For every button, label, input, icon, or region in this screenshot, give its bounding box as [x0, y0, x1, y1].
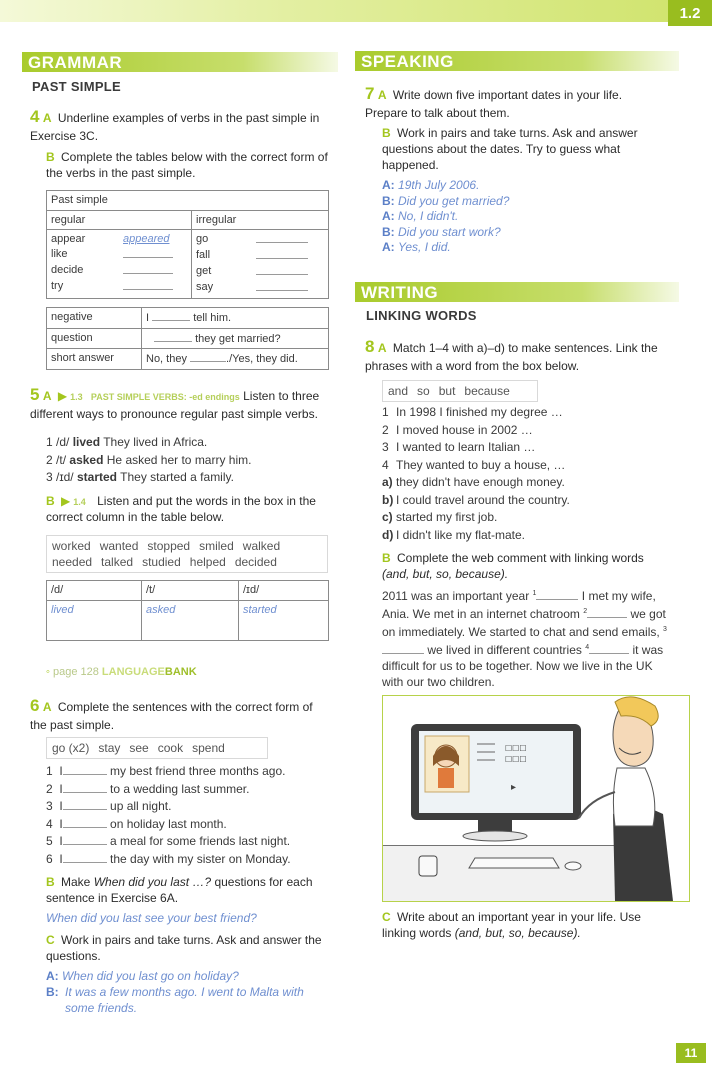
box-word: and: [388, 384, 409, 398]
item-text: on holiday last month.: [110, 816, 227, 831]
answer-blank[interactable]: [63, 764, 107, 775]
item-pre: I: [59, 799, 63, 813]
comment-text: it was difficult for us to be together. Now we live in the UK with our two children.: [382, 643, 664, 689]
ex8-b-letter: B: [382, 551, 391, 565]
box-word: cook: [157, 741, 184, 755]
audio-icon[interactable]: ▶: [61, 494, 71, 508]
ex6-a-letter: A: [42, 700, 52, 714]
answer-blank[interactable]: [63, 834, 107, 845]
ex7-number: 7: [365, 84, 375, 103]
arrow-icon: ◦: [46, 666, 50, 678]
item-number: 1: [46, 764, 53, 778]
line: When did you last go on holiday?: [62, 969, 239, 983]
line: It was a few months ago. I went to Malta with some friends.: [65, 984, 304, 1015]
top-color-band: [0, 0, 712, 22]
answer-blank[interactable]: [152, 310, 190, 321]
dialogue-line: [382, 194, 509, 210]
irregular-verb: go: [196, 233, 209, 246]
ex5-b-letter: B: [46, 494, 55, 508]
list-item: [382, 457, 570, 475]
sentence: He asked her to marry him.: [106, 452, 252, 467]
table-row: [47, 308, 329, 329]
svg-text:☐☐☐: ☐☐☐: [505, 755, 527, 764]
verb: asked: [69, 452, 104, 467]
form-cell: [142, 349, 329, 370]
box-word: stopped: [147, 539, 191, 553]
sound-example: asked: [146, 603, 176, 616]
line: Yes, I did.: [398, 240, 451, 254]
form-label: negative: [47, 308, 142, 329]
ex4-a: [30, 106, 320, 145]
box-word: walked: [242, 539, 281, 553]
box-word: helped: [189, 555, 226, 569]
item-number: 4: [46, 816, 53, 831]
ex7-dialogue: [382, 178, 509, 256]
ex6-b-post: questions for each sentence in Exercise 6A.: [46, 875, 313, 905]
item-text: I wanted to learn Italian …: [396, 440, 536, 454]
dialogue-line: [382, 240, 509, 256]
svg-text:▸: ▸: [511, 782, 517, 793]
ex6-c: [46, 933, 336, 965]
col-regular: regular: [47, 210, 192, 230]
item-number: 3: [46, 470, 53, 484]
ex8-b-text: Complete the web comment with linking words: [397, 551, 644, 565]
item-number: 3: [46, 799, 53, 813]
ex7-a-text: Write down five important dates in your life. Prepare to talk about them.: [365, 88, 623, 120]
ex5-a: [30, 384, 320, 423]
linking-words-subtitle: LINKING WORDS: [366, 308, 477, 323]
box-word: worked: [52, 539, 91, 553]
item-pre: I: [59, 781, 63, 796]
speaker: A:: [382, 240, 395, 254]
list-item: [46, 798, 291, 816]
item-text: In 1998 I finished my degree …: [396, 405, 563, 419]
list-item: [46, 452, 251, 470]
list-item: [382, 474, 570, 492]
item-text: I could travel around the country.: [396, 492, 570, 507]
list-item: [46, 833, 291, 851]
irregular-verb: get: [196, 265, 212, 278]
item-text: a meal for some friends last night.: [110, 834, 291, 848]
list-item: [46, 434, 251, 452]
irregular-verb: say: [196, 281, 214, 294]
answer-blank[interactable]: [154, 331, 192, 342]
ex7-b-text: Work in pairs and take turns. Ask and answer questions about the dates. Try to guess what happened.: [382, 126, 638, 172]
regular-verb: try: [51, 280, 64, 293]
box-word: but: [438, 384, 456, 398]
verb: lived: [72, 435, 101, 449]
sound-example: started: [243, 603, 277, 616]
writing-heading: WRITING: [355, 282, 679, 302]
item-letter: d): [382, 527, 394, 542]
form-post: they get married?: [195, 332, 281, 345]
item-letter: b): [382, 492, 394, 507]
table-title: Past simple: [47, 191, 329, 211]
form-label: question: [47, 328, 142, 349]
ex7-b: [382, 126, 657, 174]
speaking-heading: SPEAKING: [355, 51, 679, 71]
answer-blank[interactable]: [536, 589, 578, 600]
speaker: B:: [382, 193, 395, 208]
speaker: A:: [382, 209, 395, 223]
item-text: I moved house in 2002 …: [396, 422, 533, 437]
speaker: B:: [46, 984, 59, 999]
ex8-c-letter: C: [382, 910, 391, 924]
sound: /t/: [56, 452, 67, 467]
ex8-a-letter: A: [377, 341, 387, 355]
audio-track: 1.3: [70, 392, 83, 402]
item-text: my best friend three months ago.: [110, 764, 286, 778]
ex5-b-text: Listen and put the words in the box in the correct column in the table below.: [46, 494, 316, 524]
ex8-b: [382, 551, 674, 583]
regular-verb: decide: [51, 264, 84, 277]
sound-header: /d/: [47, 581, 142, 601]
answer-blank[interactable]: [587, 607, 627, 618]
grammar-heading: GRAMMAR: [22, 52, 338, 72]
form-cell: [142, 328, 329, 349]
item-number: 3: [382, 440, 389, 454]
ex8-a-text: Match 1–4 with a)–d) to make sentences. Link the phrases with a word from the box below.: [365, 341, 658, 373]
form-pre: I: [146, 312, 150, 324]
dialogue-line: [46, 985, 326, 1017]
answer-blank[interactable]: [63, 817, 107, 828]
form-post: ./Yes, they did.: [226, 353, 298, 366]
list-item: [382, 509, 570, 527]
box-word: because: [464, 384, 510, 398]
ex5-b: [46, 494, 336, 526]
ex5-a-text: Listen to three different ways to pronounce regular past simple verbs.: [30, 389, 320, 421]
dialogue-line: [382, 209, 509, 225]
item-number: 1: [382, 405, 389, 419]
item-text: they didn't have enough money.: [396, 475, 565, 489]
item-pre: I: [59, 851, 63, 866]
list-item: [46, 816, 291, 834]
list-item: [382, 439, 570, 457]
box-word: smiled: [199, 539, 234, 553]
ex6-a: [30, 695, 320, 734]
table-row: [47, 349, 329, 370]
ex8-b-italic: (and, but, so, because).: [382, 566, 509, 581]
item-number: 2: [382, 422, 389, 437]
box-word: talked: [101, 555, 134, 569]
sound-header: /t/: [142, 581, 239, 601]
dialogue-line: [382, 225, 509, 241]
language-bank-label-b: BANK: [164, 666, 197, 678]
ex4-b: [46, 150, 336, 182]
item-text: up all night.: [110, 799, 172, 813]
box-word: needed: [52, 555, 93, 569]
ex8-c-text: Write about an important year in your life. Use linking words: [382, 910, 641, 940]
sound: /d/: [56, 435, 70, 449]
ex4-number: 4: [30, 107, 40, 126]
irregular-cell: [192, 230, 329, 299]
sentence: They started a family.: [120, 470, 234, 484]
dialogue-line: [382, 178, 509, 194]
audio-icon[interactable]: ▶: [57, 389, 68, 403]
ex7-a: [365, 83, 657, 122]
item-number: 6: [46, 851, 53, 866]
item-pre: I: [59, 834, 63, 848]
comment-text: I met my wife, Ania. We met in an internet chatroom: [382, 589, 656, 621]
gap-number: 2: [583, 608, 588, 615]
page-number: 11: [676, 1043, 706, 1063]
past-simple-table: [46, 190, 329, 299]
form-pre: No, they: [146, 353, 187, 366]
regular-cell: [47, 230, 192, 299]
box-word: wanted: [99, 539, 139, 553]
table-row: [47, 328, 329, 349]
sound: /ɪd/: [56, 470, 74, 484]
ex6-b-example: When did you last see your best friend?: [46, 911, 257, 925]
speaker: B:: [382, 224, 395, 239]
ex8-a: [365, 336, 671, 375]
answer-blank[interactable]: [589, 643, 629, 654]
language-bank-page: page 128: [52, 666, 99, 678]
ex6-b-pre: Make: [61, 875, 91, 889]
item-number: 2: [46, 781, 53, 796]
ex7-a-letter: A: [377, 88, 387, 102]
box-word: go (x2): [52, 741, 90, 755]
web-comment: [382, 586, 674, 690]
ex6-b: [46, 875, 336, 907]
ex6-word-box: [46, 737, 268, 759]
ex6-b-italic: When did you last …?: [93, 875, 212, 889]
verb: started: [77, 470, 118, 484]
item-letter: c): [382, 510, 393, 524]
sounds-table: [46, 580, 329, 641]
item-text: They wanted to buy a house, …: [396, 457, 566, 472]
ex8-number: 8: [365, 337, 375, 356]
item-number: 4: [382, 457, 389, 472]
box-word: see: [129, 741, 149, 755]
language-bank-link[interactable]: [46, 665, 197, 680]
ex5-a-letter: A: [42, 389, 52, 403]
ex6-a-text: Complete the sentences with the correct form of the past simple.: [30, 700, 313, 732]
col-irregular: irregular: [192, 210, 329, 230]
box-word: spend: [192, 741, 225, 755]
line: 19th July 2006.: [398, 178, 480, 192]
comment-text: we lived in different countries: [427, 643, 582, 657]
list-item: [46, 851, 291, 869]
dialogue-line: [46, 969, 326, 985]
list-item: [382, 492, 570, 510]
answer-blank[interactable]: [190, 351, 226, 362]
item-text: I didn't like my flat-mate.: [396, 527, 525, 542]
answer-blank[interactable]: [256, 280, 308, 291]
past-simple-subtitle: PAST SIMPLE: [32, 79, 122, 94]
box-word: so: [417, 384, 430, 398]
svg-text:☐☐☐: ☐☐☐: [505, 744, 527, 753]
line: No, I didn't.: [398, 209, 459, 223]
list-item: [382, 404, 570, 422]
box-word: decided: [234, 555, 277, 569]
item-text: to a wedding last summer.: [110, 781, 250, 796]
ex6-c-text: Work in pairs and take turns. Ask and answer the questions.: [46, 933, 322, 963]
answer-blank[interactable]: [123, 263, 173, 274]
form-post: tell him.: [193, 312, 232, 324]
answer-blank[interactable]: [63, 799, 107, 810]
sound-header: /ɪd/: [239, 581, 329, 601]
answer-blank[interactable]: [256, 264, 308, 275]
ex4-a-letter: A: [42, 111, 52, 125]
box-word: studied: [142, 555, 181, 569]
form-cell: [142, 308, 329, 329]
ex8-numbered: [382, 404, 570, 544]
ex6-items: [46, 763, 291, 868]
ex5-word-box: [46, 535, 328, 573]
ex8-c: [382, 910, 674, 942]
irregular-verb: fall: [196, 249, 211, 262]
regular-example: appeared: [123, 233, 170, 246]
item-number: 1: [46, 435, 53, 449]
list-item: [46, 763, 291, 781]
answer-blank[interactable]: [256, 248, 308, 259]
language-bank-label-a: LANGUAGE: [101, 666, 165, 678]
answer-blank[interactable]: [382, 643, 424, 654]
ex4-a-text: Underline examples of verbs in the past simple in Exercise 3C.: [30, 111, 320, 143]
ex6-number: 6: [30, 696, 40, 715]
answer-blank[interactable]: [123, 279, 173, 290]
answer-blank[interactable]: [256, 232, 308, 243]
ex4-b-letter: B: [46, 150, 55, 164]
unit-tab: 1.2: [668, 0, 712, 26]
item-pre: I: [59, 764, 63, 778]
item-text: started my first job.: [396, 510, 498, 524]
audio-track: 1.4: [73, 497, 86, 507]
sentence: They lived in Africa.: [103, 435, 208, 449]
regular-verb: appear: [51, 233, 86, 246]
answer-blank[interactable]: [123, 247, 173, 258]
gap-number: 4: [585, 644, 590, 651]
gap-number: 3: [663, 626, 667, 633]
item-pre: I: [59, 816, 63, 831]
list-item: [382, 422, 570, 440]
ex5-examples: [46, 434, 251, 487]
speaker: A:: [46, 969, 59, 983]
comment-text: we got on immediately. We started to chat and send emails,: [382, 607, 666, 639]
answer-blank[interactable]: [63, 782, 107, 793]
answer-blank[interactable]: [63, 852, 107, 863]
ex5-number: 5: [30, 385, 40, 404]
list-item: [382, 527, 570, 545]
regular-verb: like: [51, 248, 68, 261]
box-word: stay: [98, 741, 121, 755]
ex8-c-italic: (and, but, so, because).: [454, 925, 581, 940]
form-label: short answer: [47, 349, 142, 370]
ex6-b-letter: B: [46, 875, 55, 889]
comment-text: 2011 was an important year: [382, 589, 530, 603]
item-text: the day with my sister on Monday.: [110, 851, 291, 866]
line: Did you get married?: [398, 193, 510, 208]
ex8-word-box: [382, 380, 538, 402]
ex6-dialogue: [46, 969, 326, 1017]
list-item: [46, 781, 291, 799]
item-number: 2: [46, 452, 53, 467]
gap-number: 1: [532, 590, 537, 597]
item-number: 5: [46, 834, 53, 848]
item-letter: a): [382, 475, 393, 489]
line: Did you start work?: [398, 224, 501, 239]
ex7-b-letter: B: [382, 126, 391, 140]
ex5-tag: PAST SIMPLE VERBS: -ed endings: [90, 392, 240, 402]
man-at-computer-illustration: [383, 696, 689, 901]
forms-table: [46, 307, 329, 370]
ex6-c-letter: C: [46, 933, 55, 947]
sound-example: lived: [51, 603, 74, 616]
list-item: [46, 469, 251, 487]
illustration: [382, 695, 690, 902]
ex4-b-text: Complete the tables below with the correct form of the verbs in the past simple.: [46, 150, 328, 180]
speaker: A:: [382, 178, 395, 192]
